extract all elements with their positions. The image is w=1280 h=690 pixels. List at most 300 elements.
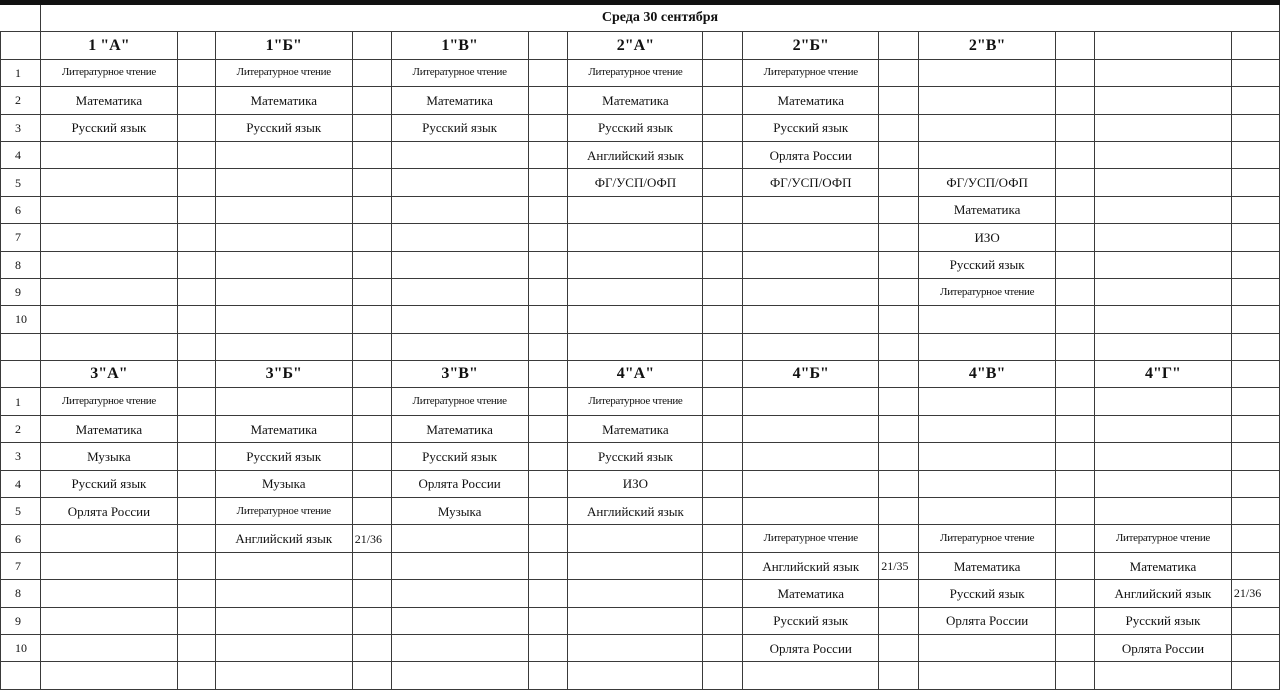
subject-cell: ИЗО (919, 224, 1056, 251)
class-header: 4"В" (919, 361, 1056, 388)
class-header-row (1, 361, 1280, 388)
subject-cell (919, 443, 1056, 470)
room-cell (1056, 141, 1095, 168)
room-cell (528, 470, 568, 497)
lesson-number: 4 (1, 470, 41, 497)
subject-cell: Математика (215, 415, 352, 442)
subject-cell (743, 306, 879, 333)
subject-cell (40, 169, 177, 196)
room-cell (528, 87, 568, 114)
room-cell (352, 498, 391, 525)
lesson-number: 2 (1, 415, 41, 442)
class-header-row (1, 32, 1280, 59)
room-cell (352, 278, 391, 305)
subject-cell (743, 196, 879, 223)
page-title: Среда 30 сентября (40, 5, 1279, 32)
lesson-number: 7 (1, 224, 41, 251)
subject-cell: Математика (40, 415, 177, 442)
room-cell: 21/36 (352, 525, 391, 552)
lesson-number: 2 (1, 87, 41, 114)
room-cell (879, 59, 919, 86)
room-cell (352, 580, 391, 607)
room-cell (1056, 634, 1095, 661)
subject-cell: Русский язык (215, 443, 352, 470)
room-cell (528, 388, 568, 415)
subject-cell (391, 251, 528, 278)
empty-cell (703, 662, 743, 689)
empty-cell (919, 333, 1056, 360)
subject-cell (215, 388, 352, 415)
subject-cell: Математика (391, 87, 528, 114)
room-cell (879, 87, 919, 114)
room-cell (1056, 580, 1095, 607)
room-cell (352, 306, 391, 333)
subject-cell: ФГ/УСП/ОФП (919, 169, 1056, 196)
room-cell (528, 525, 568, 552)
empty-cell (352, 662, 391, 689)
empty-cell (177, 333, 215, 360)
room-cell (703, 59, 743, 86)
room-cell (703, 224, 743, 251)
room-cell (528, 607, 568, 634)
lesson-row (1, 169, 1280, 196)
room-cell (177, 470, 215, 497)
subject-cell (1095, 388, 1232, 415)
subject-cell (215, 141, 352, 168)
lesson-row (1, 59, 1280, 86)
subject-cell: Орлята России (1095, 634, 1232, 661)
subject-cell: Математика (919, 552, 1056, 579)
room-cell (528, 251, 568, 278)
class-header: 4"Г" (1095, 361, 1232, 388)
subject-cell: Русский язык (743, 114, 879, 141)
subject-cell: Математика (568, 87, 703, 114)
subject-cell (1095, 470, 1232, 497)
subject-cell: Русский язык (215, 114, 352, 141)
lesson-row (1, 607, 1280, 634)
room-header-cell (1231, 361, 1279, 388)
room-cell (1231, 114, 1279, 141)
room-cell (352, 415, 391, 442)
subject-cell (40, 196, 177, 223)
subject-cell: Русский язык (40, 470, 177, 497)
room-cell (177, 498, 215, 525)
empty-cell (743, 333, 879, 360)
empty-cell (743, 662, 879, 689)
room-cell (1231, 59, 1279, 86)
subject-cell (40, 634, 177, 661)
room-cell (879, 141, 919, 168)
subject-cell (215, 634, 352, 661)
room-cell (1056, 607, 1095, 634)
room-cell (1056, 251, 1095, 278)
room-cell (1231, 196, 1279, 223)
room-cell (1056, 498, 1095, 525)
subject-cell: Литературное чтение (391, 388, 528, 415)
subject-cell: Орлята России (391, 470, 528, 497)
room-cell (1231, 169, 1279, 196)
lesson-number: 10 (1, 306, 41, 333)
subject-cell (215, 580, 352, 607)
subject-cell (568, 634, 703, 661)
room-cell (1231, 306, 1279, 333)
room-cell (879, 607, 919, 634)
room-cell (177, 59, 215, 86)
room-cell (879, 388, 919, 415)
room-cell (1231, 278, 1279, 305)
room-cell (528, 224, 568, 251)
schedule-sheet (0, 5, 1280, 690)
room-cell (879, 196, 919, 223)
room-cell (703, 196, 743, 223)
subject-cell: Математика (1095, 552, 1232, 579)
room-header-cell (703, 32, 743, 59)
subject-cell (568, 224, 703, 251)
room-cell (1231, 87, 1279, 114)
lesson-row (1, 141, 1280, 168)
room-cell (703, 580, 743, 607)
room-cell (1056, 443, 1095, 470)
room-cell (1231, 470, 1279, 497)
room-cell (703, 114, 743, 141)
room-cell (177, 224, 215, 251)
subject-cell (1095, 278, 1232, 305)
room-cell (703, 415, 743, 442)
subject-cell (743, 278, 879, 305)
subject-cell (919, 388, 1056, 415)
lesson-row (1, 388, 1280, 415)
subject-cell (40, 580, 177, 607)
room-cell (352, 196, 391, 223)
room-cell (352, 607, 391, 634)
corner-cell (1, 5, 41, 32)
subject-cell (215, 251, 352, 278)
subject-cell (391, 196, 528, 223)
room-cell (1056, 169, 1095, 196)
subject-cell: Орлята России (40, 498, 177, 525)
empty-cell (528, 333, 568, 360)
subject-cell: Литературное чтение (743, 525, 879, 552)
lesson-row (1, 634, 1280, 661)
room-cell (703, 607, 743, 634)
class-header: 1 "А" (40, 32, 177, 59)
class-header: 3"Б" (215, 361, 352, 388)
room-cell (1056, 525, 1095, 552)
room-cell (352, 251, 391, 278)
subject-cell: Орлята России (743, 634, 879, 661)
room-header-cell (352, 32, 391, 59)
subject-cell (391, 580, 528, 607)
room-cell (703, 306, 743, 333)
room-cell (352, 470, 391, 497)
lesson-number: 4 (1, 141, 41, 168)
room-cell (879, 525, 919, 552)
room-cell (528, 415, 568, 442)
subject-cell (743, 498, 879, 525)
subject-cell (215, 169, 352, 196)
empty-cell (703, 333, 743, 360)
subject-cell (743, 224, 879, 251)
empty-cell (879, 333, 919, 360)
room-cell (703, 388, 743, 415)
subject-cell: Литературное чтение (568, 59, 703, 86)
class-header: 1"В" (391, 32, 528, 59)
spacer-row (1, 662, 1280, 689)
subject-cell: Русский язык (568, 443, 703, 470)
class-header: 1"Б" (215, 32, 352, 59)
lesson-number: 5 (1, 169, 41, 196)
room-cell (177, 251, 215, 278)
empty-cell (1056, 333, 1095, 360)
room-cell (352, 114, 391, 141)
subject-cell (391, 525, 528, 552)
room-cell (1056, 388, 1095, 415)
lesson-number: 3 (1, 443, 41, 470)
room-cell (1056, 415, 1095, 442)
lesson-row (1, 580, 1280, 607)
empty-cell (1056, 662, 1095, 689)
class-header (1095, 32, 1232, 59)
room-cell (177, 580, 215, 607)
room-cell (528, 634, 568, 661)
subject-cell (743, 388, 879, 415)
subject-cell (40, 141, 177, 168)
room-cell (879, 169, 919, 196)
subject-cell: Литературное чтение (391, 59, 528, 86)
subject-cell (391, 306, 528, 333)
room-cell (177, 607, 215, 634)
empty-cell (568, 662, 703, 689)
subject-cell: Русский язык (919, 251, 1056, 278)
subject-cell: Литературное чтение (919, 278, 1056, 305)
subject-cell (40, 278, 177, 305)
subject-cell (919, 141, 1056, 168)
room-cell (528, 114, 568, 141)
room-cell (1231, 634, 1279, 661)
subject-cell (919, 498, 1056, 525)
subject-cell: Математика (919, 196, 1056, 223)
subject-cell (1095, 224, 1232, 251)
subject-cell (215, 224, 352, 251)
lesson-row (1, 224, 1280, 251)
room-cell (1056, 470, 1095, 497)
subject-cell (215, 278, 352, 305)
room-header-cell (352, 361, 391, 388)
subject-cell: Английский язык (568, 141, 703, 168)
class-header: 3"А" (40, 361, 177, 388)
room-cell (1231, 607, 1279, 634)
lesson-number: 6 (1, 525, 41, 552)
subject-cell: ФГ/УСП/ОФП (743, 169, 879, 196)
header-corner-cell (1, 32, 41, 59)
subject-cell: Русский язык (391, 443, 528, 470)
header-corner-cell (1, 361, 41, 388)
room-cell (528, 141, 568, 168)
lesson-number: 10 (1, 634, 41, 661)
room-header-cell (703, 361, 743, 388)
class-header: 2"А" (568, 32, 703, 59)
class-header: 3"В" (391, 361, 528, 388)
subject-cell (1095, 251, 1232, 278)
empty-cell (391, 333, 528, 360)
empty-cell (40, 662, 177, 689)
lesson-row (1, 552, 1280, 579)
room-cell (703, 634, 743, 661)
subject-cell: Литературное чтение (919, 525, 1056, 552)
room-cell (1231, 224, 1279, 251)
empty-cell (1231, 662, 1279, 689)
lesson-number: 9 (1, 278, 41, 305)
room-cell (703, 498, 743, 525)
room-cell (879, 224, 919, 251)
room-cell (177, 196, 215, 223)
class-header: 2"В" (919, 32, 1056, 59)
subject-cell (919, 87, 1056, 114)
room-cell (177, 634, 215, 661)
subject-cell (215, 607, 352, 634)
class-header: 2"Б" (743, 32, 879, 59)
subject-cell (40, 224, 177, 251)
empty-cell (1, 333, 41, 360)
room-cell (352, 388, 391, 415)
lesson-number: 9 (1, 607, 41, 634)
room-cell (352, 87, 391, 114)
class-header: 4"А" (568, 361, 703, 388)
subject-cell: Математика (215, 87, 352, 114)
room-cell (879, 580, 919, 607)
lesson-row (1, 114, 1280, 141)
subject-cell: Русский язык (743, 607, 879, 634)
subject-cell (1095, 87, 1232, 114)
lesson-row (1, 443, 1280, 470)
room-cell (879, 114, 919, 141)
empty-cell (1231, 333, 1279, 360)
room-cell (1056, 552, 1095, 579)
room-header-cell (528, 361, 568, 388)
subject-cell (919, 470, 1056, 497)
room-cell (1056, 278, 1095, 305)
subject-cell: Английский язык (568, 498, 703, 525)
subject-cell (40, 251, 177, 278)
subject-cell (743, 443, 879, 470)
subject-cell (1095, 169, 1232, 196)
subject-cell: Математика (743, 580, 879, 607)
room-cell (703, 169, 743, 196)
room-cell (1231, 141, 1279, 168)
room-cell (528, 59, 568, 86)
subject-cell: Литературное чтение (743, 59, 879, 86)
subject-cell: Музыка (40, 443, 177, 470)
subject-cell: Орлята России (919, 607, 1056, 634)
lesson-row (1, 87, 1280, 114)
room-cell (177, 388, 215, 415)
lesson-row (1, 498, 1280, 525)
subject-cell (919, 415, 1056, 442)
room-header-cell (177, 361, 215, 388)
room-cell (528, 196, 568, 223)
room-cell (177, 552, 215, 579)
empty-cell (568, 333, 703, 360)
subject-cell: Русский язык (1095, 607, 1232, 634)
empty-cell (215, 662, 352, 689)
lesson-number: 6 (1, 196, 41, 223)
room-cell (1231, 415, 1279, 442)
room-cell (177, 443, 215, 470)
subject-cell: Музыка (391, 498, 528, 525)
title-row (1, 5, 1280, 32)
subject-cell: Английский язык (1095, 580, 1232, 607)
lesson-number: 1 (1, 59, 41, 86)
room-cell (177, 306, 215, 333)
subject-cell: Литературное чтение (40, 388, 177, 415)
room-cell (352, 59, 391, 86)
room-cell (1231, 525, 1279, 552)
subject-cell: Музыка (215, 470, 352, 497)
subject-cell (391, 607, 528, 634)
empty-cell (40, 333, 177, 360)
room-cell (528, 306, 568, 333)
lesson-row (1, 306, 1280, 333)
room-cell (703, 552, 743, 579)
room-cell (177, 169, 215, 196)
lesson-number: 3 (1, 114, 41, 141)
subject-cell: Английский язык (743, 552, 879, 579)
room-cell (528, 278, 568, 305)
lesson-row (1, 196, 1280, 223)
room-cell (352, 552, 391, 579)
subject-cell: ИЗО (568, 470, 703, 497)
subject-cell (568, 306, 703, 333)
subject-cell (743, 415, 879, 442)
lesson-number: 7 (1, 552, 41, 579)
subject-cell (743, 251, 879, 278)
room-cell (352, 169, 391, 196)
room-cell (879, 278, 919, 305)
room-cell (177, 415, 215, 442)
room-cell (879, 498, 919, 525)
subject-cell: Орлята России (743, 141, 879, 168)
lesson-row (1, 278, 1280, 305)
subject-cell (1095, 498, 1232, 525)
subject-cell (568, 251, 703, 278)
room-cell (703, 470, 743, 497)
subject-cell (1095, 141, 1232, 168)
subject-cell (919, 634, 1056, 661)
room-cell (177, 87, 215, 114)
room-cell (879, 306, 919, 333)
subject-cell (391, 224, 528, 251)
subject-cell (391, 552, 528, 579)
room-cell: 21/35 (879, 552, 919, 579)
room-cell (528, 580, 568, 607)
subject-cell: Литературное чтение (1095, 525, 1232, 552)
room-cell (1056, 224, 1095, 251)
subject-cell (919, 306, 1056, 333)
lesson-number: 8 (1, 580, 41, 607)
empty-cell (879, 662, 919, 689)
subject-cell: Английский язык (215, 525, 352, 552)
empty-cell (215, 333, 352, 360)
subject-cell (743, 470, 879, 497)
room-header-cell (1056, 361, 1095, 388)
room-cell (528, 169, 568, 196)
schedule-body (1, 5, 1280, 689)
subject-cell (568, 552, 703, 579)
subject-cell: Математика (40, 87, 177, 114)
room-cell (1231, 498, 1279, 525)
subject-cell (40, 525, 177, 552)
empty-cell (919, 662, 1056, 689)
